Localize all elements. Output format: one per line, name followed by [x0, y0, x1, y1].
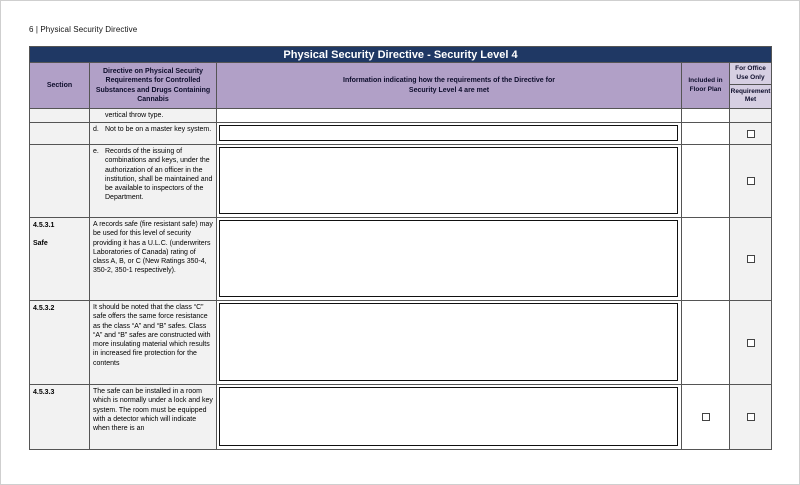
information-cell [217, 109, 682, 123]
header-row [30, 63, 772, 109]
security-directive-table [29, 46, 772, 450]
directive-cell [90, 385, 217, 450]
requirement-met-checkbox[interactable] [747, 177, 755, 185]
section-cell [30, 218, 90, 301]
section-cell [30, 145, 90, 218]
information-input[interactable] [219, 125, 678, 141]
requirement-met-checkbox[interactable] [747, 413, 755, 421]
information-cell [217, 145, 682, 218]
information-cell [217, 301, 682, 385]
table-row [30, 385, 772, 450]
directive-text: vertical throw type. [105, 112, 164, 119]
directive-cell [90, 109, 217, 123]
section-label: Safe [33, 240, 48, 248]
floor-plan-checkbox[interactable] [702, 413, 710, 421]
list-marker [93, 111, 102, 120]
directive-cell [90, 301, 217, 385]
directive-cell [90, 145, 217, 218]
directive-text: Not to be on a master key system. [105, 126, 212, 134]
requirement-met-checkbox[interactable] [747, 130, 755, 138]
list-marker: e. [93, 148, 99, 156]
section-number: 4.5.3.2 [33, 305, 55, 313]
table-row [30, 218, 772, 301]
table-row [30, 109, 772, 123]
section-cell [30, 123, 90, 145]
office-use-cell [730, 385, 772, 450]
office-use-cell [730, 109, 772, 123]
directive-text: The safe can be installed in a room which is normally under a lock and key system. The room must be equipped with a detector which will indicate when there is an [93, 388, 213, 433]
section-number: 4.5.3.3 [33, 389, 55, 397]
office-use-cell [730, 301, 772, 385]
floor-plan-cell [682, 145, 730, 218]
list-marker: d. [93, 126, 99, 134]
information-input[interactable] [219, 387, 678, 446]
directive-cell [90, 218, 217, 301]
col-header-information-text: Information indicating how the requirements of the Directive for Security Level 4 are met [343, 77, 555, 94]
directive-cell [90, 123, 217, 145]
floor-plan-cell [682, 385, 730, 450]
col-header-section: Section [30, 63, 90, 109]
information-input[interactable] [219, 303, 678, 381]
office-use-cell [730, 123, 772, 145]
information-cell [217, 123, 682, 145]
information-cell [217, 218, 682, 301]
page-header: 6 | Physical Security Directive [29, 25, 138, 34]
table-row [30, 123, 772, 145]
col-header-information [217, 63, 682, 109]
col-header-floor-plan: Included in Floor Plan [682, 63, 730, 109]
table-row [30, 301, 772, 385]
information-input[interactable] [219, 220, 678, 297]
section-cell [30, 385, 90, 450]
directive-text: A records safe (fire resistant safe) may be used for this level of security providing it has a U.L.C. (underwriters Laboratories of Canada) rating of class A, B, or C (New Ratings 350-4, 350-2, 350-1 respectively). [93, 221, 213, 275]
col-header-directive: Directive on Physical Security Requirements for Controlled Substances and Drugs Containing Cannabis [90, 63, 217, 109]
table-row [30, 145, 772, 218]
office-use-only-label: For Office Use Only [730, 64, 771, 85]
title-row [30, 47, 772, 63]
section-number: 4.5.3.1 [33, 222, 55, 230]
floor-plan-cell [682, 218, 730, 301]
floor-plan-cell [682, 123, 730, 145]
office-use-cell [730, 218, 772, 301]
requirement-met-label: Requirement Met [730, 87, 771, 103]
directive-text: It should be noted that the class “C” safe offers the same force resistance as the class “A” and “B” safes. Class “A” and “B” safes are constructed with more insulating material which results in increased fire protection for the contents [93, 304, 211, 367]
table-title: Physical Security Directive - Security Level 4 [30, 47, 772, 63]
section-cell [30, 109, 90, 123]
floor-plan-cell [682, 109, 730, 123]
information-cell [217, 385, 682, 450]
requirement-met-checkbox[interactable] [747, 255, 755, 263]
directive-text: Records of the issuing of combinations and keys, under the authorization of an officer in the institution, shall be maintained and be available to inspectors of the Department. [105, 148, 213, 202]
col-header-office-use [730, 63, 772, 109]
information-input[interactable] [219, 147, 678, 214]
floor-plan-cell [682, 301, 730, 385]
office-use-cell [730, 145, 772, 218]
requirement-met-checkbox[interactable] [747, 339, 755, 347]
section-cell [30, 301, 90, 385]
